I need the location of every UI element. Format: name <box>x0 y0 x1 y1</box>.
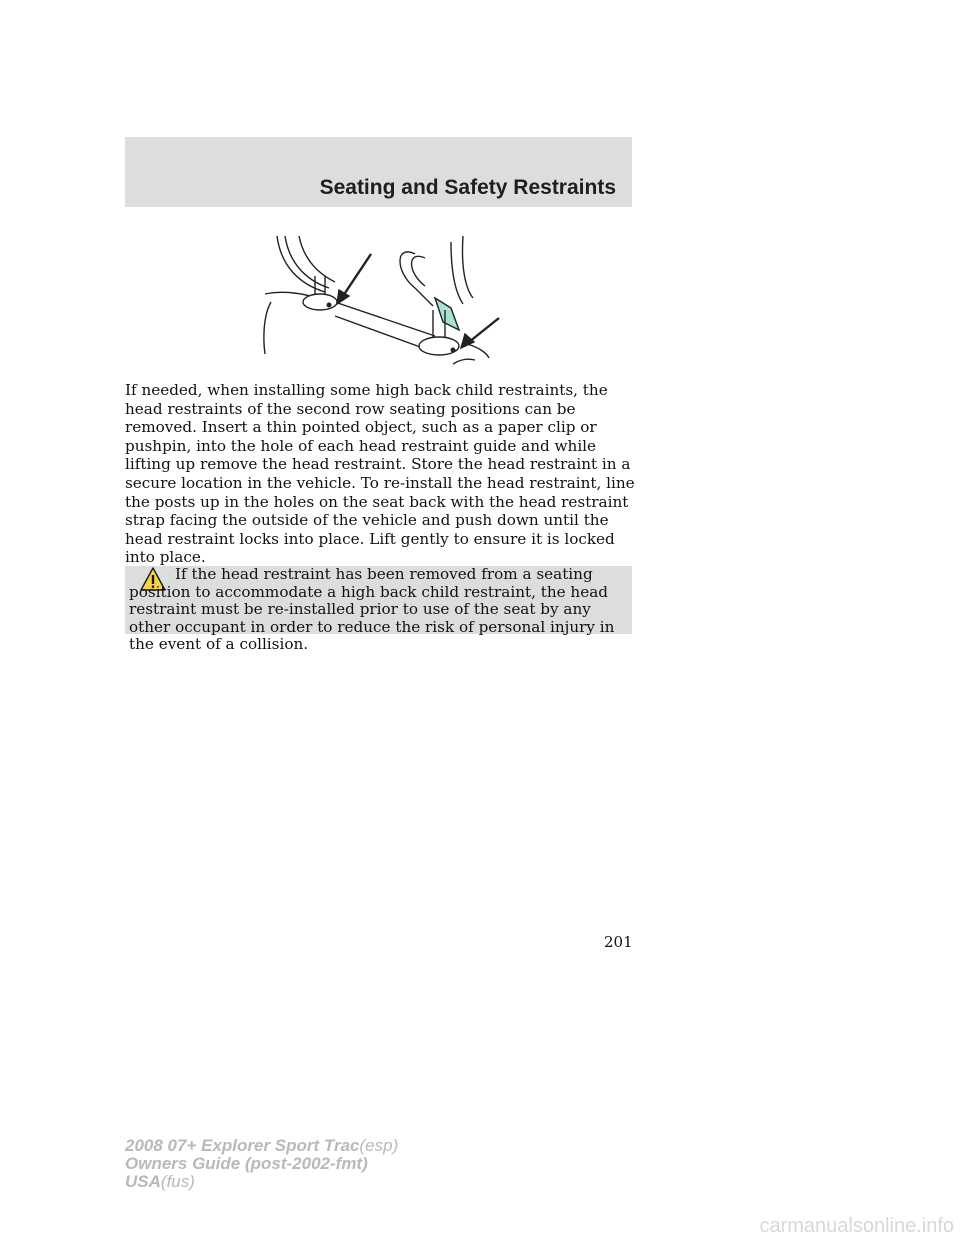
footer-guide: Owners Guide (post-2002-fmt) <box>125 1154 368 1173</box>
page-number: 201 <box>604 933 633 951</box>
head-restraint-illustration <box>255 236 515 376</box>
section-title: Seating and Safety Restraints <box>319 176 616 199</box>
section-header <box>125 137 632 207</box>
footer-line-1 <box>125 1137 398 1155</box>
footer-line-3 <box>125 1173 398 1191</box>
footer-model-code: (esp) <box>359 1136 399 1155</box>
watermark: carmanualsonline.info <box>759 1215 954 1237</box>
footer-line-2 <box>125 1155 398 1173</box>
footer-market-code: (fus) <box>160 1172 195 1191</box>
warning-text: If the head restraint has been removed from a seating position to accommodate a high back child restraint, the head restraint must be re-installed prior to use of the seat by any other occupant in order to reduce the risk of personal injury in the event of a collision. <box>129 565 615 653</box>
warning-box <box>125 565 632 653</box>
footer-model: 2008 07+ Explorer Sport Trac <box>125 1136 360 1155</box>
document-footer <box>125 1137 398 1191</box>
body-paragraph: If needed, when installing some high back child restraints, the head restraints of the second row seating positions can be removed. Insert a thin pointed object, such as a paper clip or pushpin, into the hole of each head restraint guide and while lifting up remove the head restraint. Store the head restraint in a secure location in the vehicle. To re-install the head restraint, line the posts up in the holes on the seat back with the head restraint strap facing the outside of the vehicle and push down until the head restraint locks into place. Lift gently to ensure it is locked into place. <box>125 381 635 567</box>
footer-market: USA <box>125 1172 161 1191</box>
head-restraint-drawing <box>255 236 515 376</box>
